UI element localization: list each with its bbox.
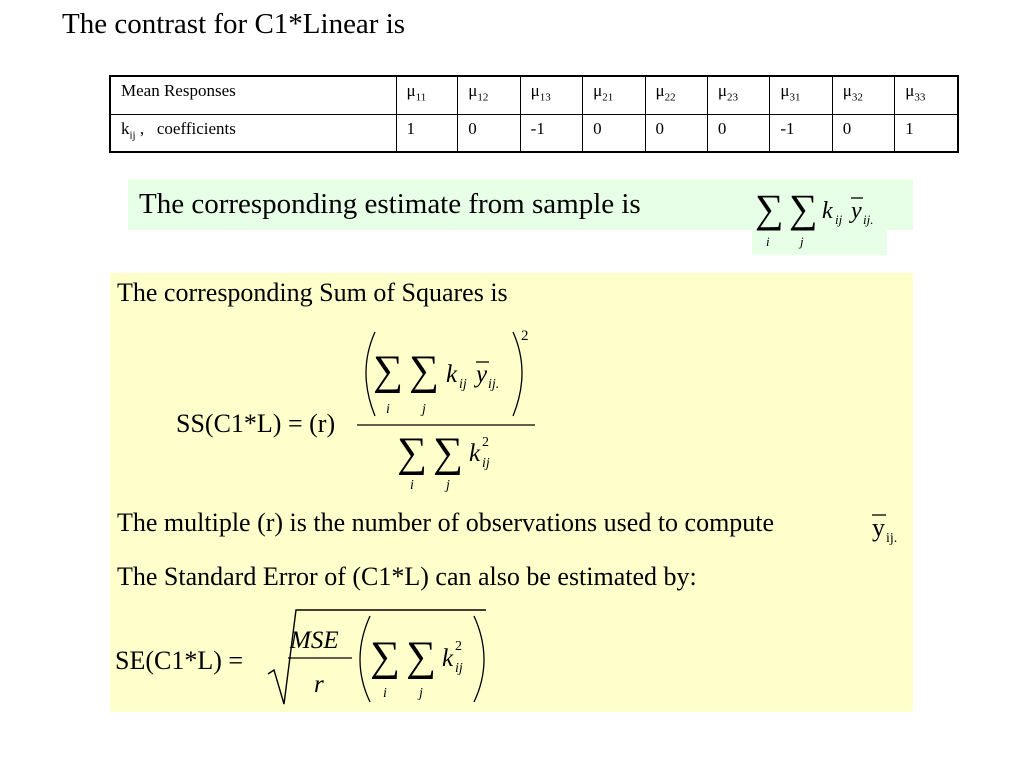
coefficient-cell: -1 bbox=[770, 114, 832, 152]
mean-cell: $\mu_{11}$ bbox=[396, 76, 458, 114]
svg-text:i: i bbox=[766, 234, 770, 249]
mean-cell: $\mu_{33}$ bbox=[895, 76, 958, 114]
table-row-coefficients bbox=[110, 114, 958, 152]
coefficient-cell: 0 bbox=[832, 114, 894, 152]
svg-text:ij: ij bbox=[459, 377, 467, 392]
sum-symbol-i: ∑ bbox=[373, 348, 403, 394]
slide-title: The contrast for C1*Linear is bbox=[62, 8, 406, 40]
svg-text:k: k bbox=[442, 645, 454, 672]
mean-cell: $\mu_{13}$ bbox=[520, 76, 582, 114]
estimate-formula bbox=[752, 182, 892, 254]
mean-cell: $\mu_{22}$ bbox=[645, 76, 707, 114]
svg-text:i: i bbox=[410, 478, 414, 493]
coefficient-cell: 1 bbox=[895, 114, 958, 152]
svg-text:k: k bbox=[446, 361, 458, 388]
coefficient-cell: 0 bbox=[707, 114, 769, 152]
table-row-means bbox=[110, 76, 958, 114]
contrast-table bbox=[109, 75, 959, 153]
right-paren bbox=[474, 616, 484, 702]
svg-text:j: j bbox=[446, 478, 450, 493]
svg-text:j: j bbox=[422, 402, 426, 417]
svg-text:i: i bbox=[386, 402, 390, 417]
sum-symbol-j: ∑ bbox=[409, 348, 439, 394]
svg-text:i: i bbox=[383, 686, 387, 701]
coefficient-cell: 0 bbox=[645, 114, 707, 152]
mean-cell: $\mu_{12}$ bbox=[458, 76, 520, 114]
svg-text:k: k bbox=[469, 440, 481, 467]
svg-text:ij: ij bbox=[482, 456, 490, 471]
svg-text:j: j bbox=[800, 234, 804, 249]
svg-text:2: 2 bbox=[482, 435, 489, 450]
sum-symbol-i: ∑ bbox=[397, 430, 427, 476]
power: 2 bbox=[521, 328, 529, 344]
multiple-text: The multiple (r) is the number of observations used to compute bbox=[117, 508, 775, 537]
mean-cell: $\mu_{23}$ bbox=[707, 76, 769, 114]
svg-text:y: y bbox=[476, 361, 488, 388]
ss-lhs: SS(C1*L) = (r) bbox=[176, 409, 336, 438]
sum-symbol-j: ∑ bbox=[789, 186, 818, 231]
svg-text:ij.: ij. bbox=[886, 531, 898, 546]
svg-text:ij.: ij. bbox=[863, 212, 874, 227]
svg-text:MSE: MSE bbox=[290, 627, 339, 654]
ss-title: The corresponding Sum of Squares is bbox=[117, 278, 508, 307]
coefficient-cell: 0 bbox=[458, 114, 520, 152]
y-bar-ij bbox=[868, 508, 912, 548]
svg-text:y: y bbox=[872, 513, 885, 542]
right-paren bbox=[513, 332, 522, 416]
sum-symbol-j: ∑ bbox=[433, 430, 463, 476]
mean-cell: $\mu_{32}$ bbox=[832, 76, 894, 114]
mean-cell: $\mu_{31}$ bbox=[770, 76, 832, 114]
ss-formula bbox=[355, 322, 545, 497]
svg-text:r: r bbox=[314, 671, 324, 698]
se-text: The Standard Error of (C1*L) can also be estimated by: bbox=[117, 562, 697, 591]
svg-text:j: j bbox=[419, 686, 423, 701]
coefficient-cell: 0 bbox=[583, 114, 645, 152]
estimate-text: The corresponding estimate from sample is bbox=[139, 188, 641, 220]
se-lhs: SE(C1*L) = bbox=[115, 646, 244, 675]
svg-text:k: k bbox=[822, 198, 833, 224]
mean-responses-label: Mean Responses bbox=[110, 76, 396, 114]
svg-text:2: 2 bbox=[455, 639, 462, 654]
sum-symbol-i: ∑ bbox=[370, 634, 400, 680]
sum-symbol-i: ∑ bbox=[755, 186, 784, 231]
svg-text:ij: ij bbox=[455, 661, 463, 676]
left-paren bbox=[360, 616, 370, 702]
coefficients-label: $k_{ij}$ , coefficients bbox=[110, 114, 396, 152]
se-formula bbox=[266, 604, 492, 710]
svg-text:ij: ij bbox=[835, 212, 843, 227]
svg-text:y: y bbox=[851, 198, 862, 224]
sum-symbol-j: ∑ bbox=[406, 634, 436, 680]
coefficient-cell: 1 bbox=[396, 114, 458, 152]
mean-cell: $\mu_{21}$ bbox=[583, 76, 645, 114]
svg-text:ij.: ij. bbox=[488, 377, 500, 392]
coefficient-cell: -1 bbox=[520, 114, 582, 152]
